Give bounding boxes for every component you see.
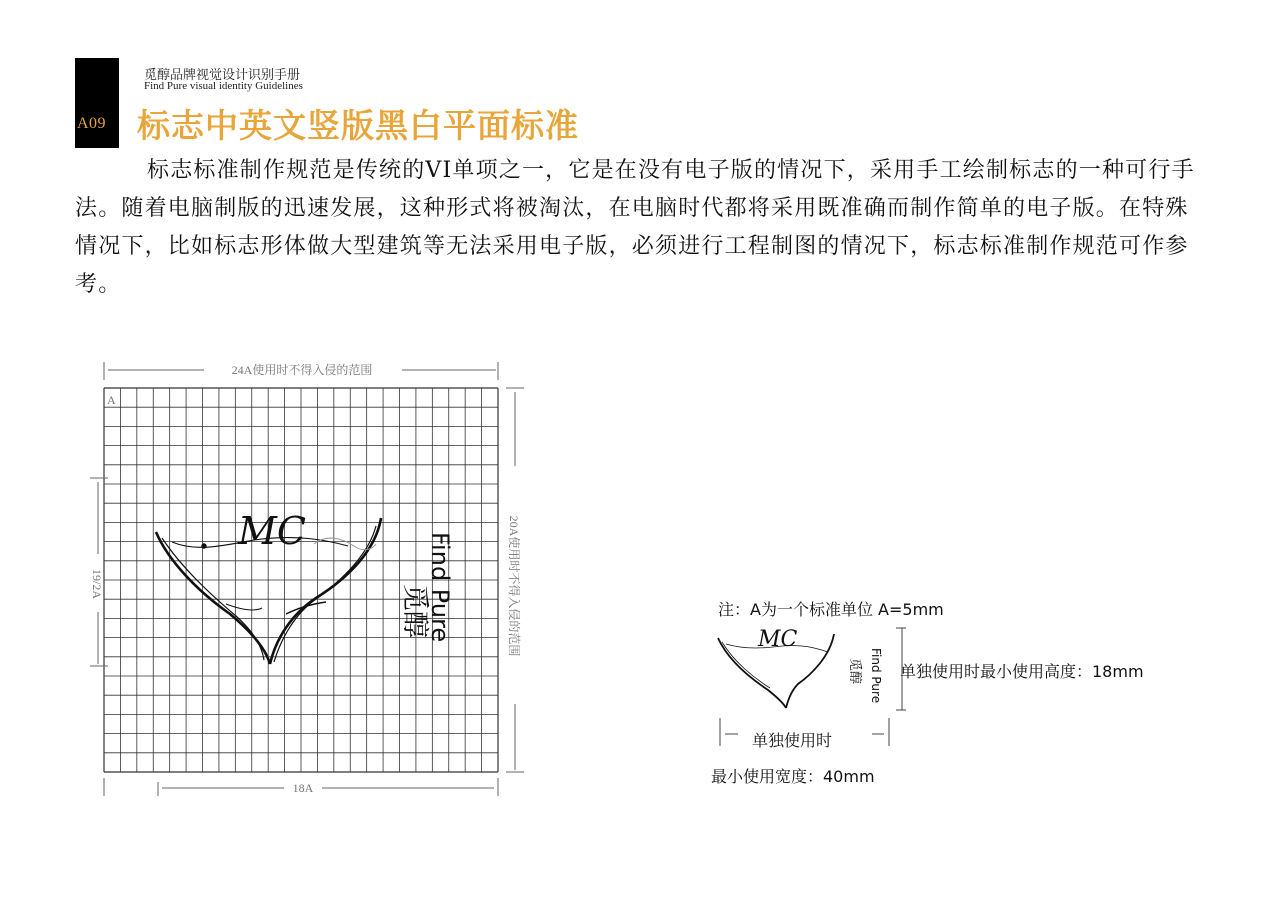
page-code-block — [75, 58, 119, 148]
logo-construction-grid-figure — [86, 358, 536, 803]
bottom-dimension — [104, 778, 498, 796]
brand-name-en: Find Pure — [426, 532, 454, 643]
min-height-note: 单独使用时最小使用高度：18mm — [900, 662, 1144, 681]
left-dimension-label: 19/2A — [90, 569, 104, 599]
unit-note: 注：A为一个标准单位 A=5mm — [718, 600, 944, 619]
brand-name-cn: 觅醇 — [399, 584, 430, 638]
right-dimension-label: 20A使用时不得入侵的范围 — [507, 515, 521, 657]
manual-title-en: Find Pure visual identity Guidelines — [144, 80, 303, 92]
monogram: MC — [238, 509, 306, 553]
right-dimension — [506, 388, 524, 772]
standalone-use-label: 单独使用时 — [752, 731, 833, 750]
min-width-note: 最小使用宽度：40mm — [711, 767, 875, 786]
bottom-dimension-label: 18A — [292, 781, 314, 795]
top-dimension-label: 24A使用时不得入侵的范围 — [231, 363, 373, 377]
grid-unit-label: A — [107, 393, 116, 407]
logo-mark — [156, 509, 454, 664]
min-size-monogram: MC — [758, 627, 798, 652]
min-size-brand-cn: 觅醇 — [847, 658, 862, 685]
page-code: A09 — [77, 115, 107, 132]
min-size-logo-mark — [718, 627, 883, 708]
manual-title-cn: 觅醇品牌视觉设计识别手册 — [144, 68, 301, 83]
min-size-brand-en: Find Pure — [869, 648, 883, 704]
page-title: 标志中英文竖版黑白平面标准 — [137, 106, 579, 145]
intro-paragraph: 标志标准制作规范是传统的VI单项之一，它是在没有电子版的情况下，采用手工绘制标志的一种可行手法。随着电脑制版的迅速发展，这种形式将被淘汰，在电脑时代都将采用既准确而制作简单的电子版。在特殊情况下，比如标志形体做大型建筑等无法采用电子版，必须进行工程制图的情况下，标志标准制作规范可作参考。 — [75, 158, 1195, 297]
top-dimension — [104, 362, 498, 380]
